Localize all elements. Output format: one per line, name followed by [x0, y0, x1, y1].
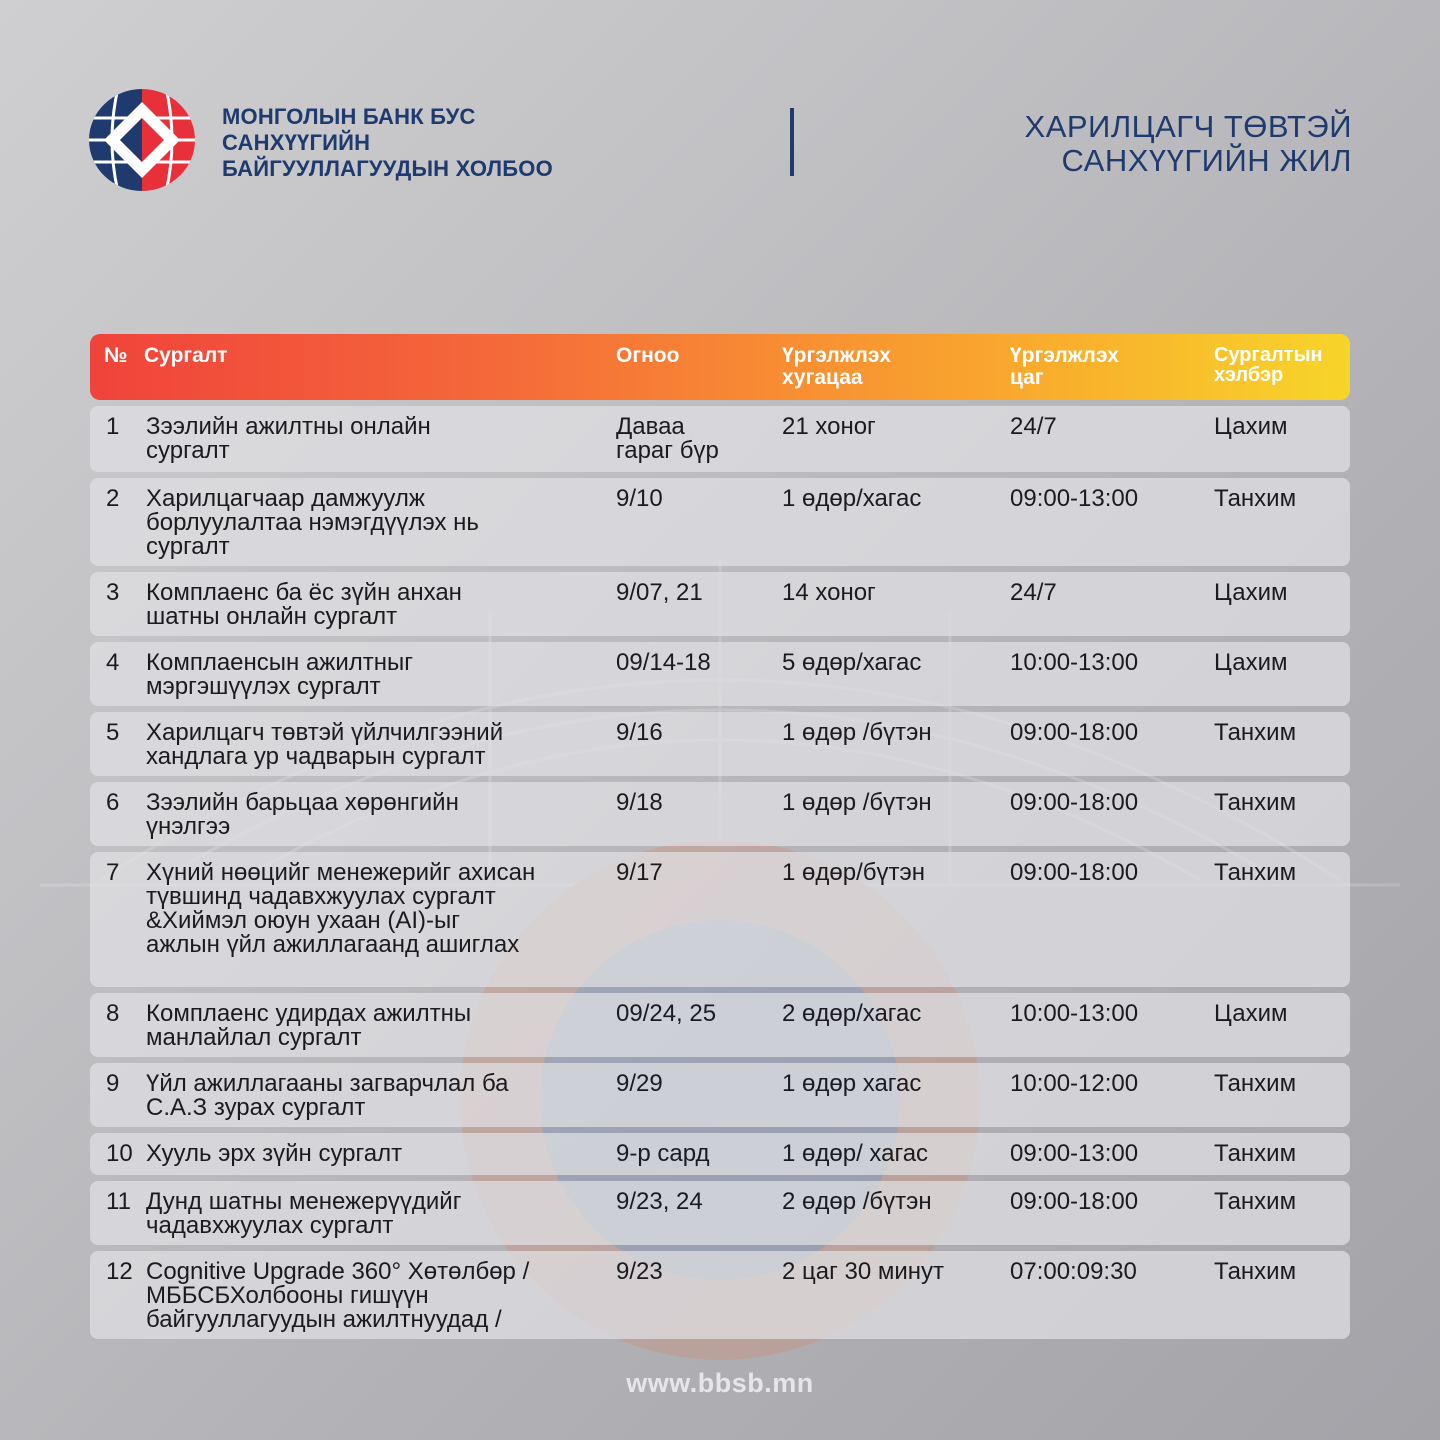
training-date: 9/17: [616, 859, 663, 886]
table-row: [90, 572, 1350, 636]
training-name: Харилцагч төвтэй үйлчилгээний хандлага ур чадварын сургалт: [146, 719, 504, 770]
training-time: 10:00-12:00: [1010, 1070, 1139, 1097]
table-row: [90, 852, 1350, 987]
training-time: 24/7: [1010, 413, 1057, 440]
training-date: 09/14-18: [616, 649, 711, 676]
header-divider: [790, 108, 794, 176]
training-duration: 5 өдөр/хагас: [782, 649, 922, 676]
training-format: Цахим: [1214, 649, 1288, 676]
table-header: [90, 334, 1350, 400]
training-duration: 2 өдөр/хагас: [782, 1000, 922, 1027]
training-time: 09:00-18:00: [1010, 1188, 1139, 1215]
training-format: Танхим: [1214, 789, 1297, 816]
training-time: 09:00-18:00: [1010, 789, 1139, 816]
training-date: 9/07, 21: [616, 579, 703, 606]
table-row: [90, 993, 1350, 1057]
table-row: [90, 1251, 1350, 1339]
bbsb-globe-logo-icon: [88, 88, 196, 192]
training-duration: 14 хоног: [782, 579, 876, 606]
training-schedule-table: [90, 334, 1350, 1339]
training-format: Цахим: [1214, 1000, 1288, 1027]
training-name: Комплаенс ба ёс зүйн анхан шатны онлайн сургалт: [146, 579, 462, 630]
training-name: Комплаенсын ажилтныг мэргэшүүлэх сургалт: [146, 649, 414, 700]
column-header-training: Сургалт: [144, 344, 228, 367]
training-time: 09:00-13:00: [1010, 1140, 1139, 1167]
row-number: 10: [106, 1140, 133, 1167]
column-header-format: [1214, 345, 1323, 385]
row-number: 12: [106, 1258, 133, 1285]
training-name: Хууль эрх зүйн сургалт: [146, 1140, 403, 1167]
column-header-format-line-1: Сургалтын: [1214, 344, 1323, 366]
column-header-time-line-2: цаг: [1010, 366, 1044, 389]
column-header-time: [1010, 345, 1119, 389]
org-name-line-2: САНХҮҮГИЙН: [222, 130, 371, 155]
column-header-duration-line-2: хугацаа: [782, 366, 863, 389]
training-time: 09:00-18:00: [1010, 719, 1139, 746]
training-date: 9/23: [616, 1258, 663, 1285]
table-row: [90, 406, 1350, 472]
row-number: 3: [106, 579, 120, 606]
training-name: Cognitive Upgrade 360° Хөтөлбөр /МББСБХолбооны гишүүн байгууллагуудын ажилтнуудад /: [146, 1258, 530, 1333]
training-time: 07:00:09:30: [1010, 1258, 1137, 1285]
column-header-number: №: [104, 344, 128, 367]
org-name-line-1: МОНГОЛЫН БАНК БУС: [222, 104, 476, 129]
training-duration: 1 өдөр хагас: [782, 1070, 922, 1097]
column-header-duration: [782, 345, 992, 389]
website-url: www.bbsb.mn: [626, 1368, 814, 1398]
table-row: [90, 1181, 1350, 1245]
table-row: [90, 642, 1350, 706]
training-time: 09:00-13:00: [1010, 485, 1139, 512]
column-header-format-line-2: хэлбэр: [1214, 364, 1284, 386]
training-date: 9-р сард: [616, 1140, 710, 1167]
slogan-line-1: ХАРИЛЦАГЧ ТӨВТЭЙ: [1024, 109, 1352, 144]
training-duration: 2 өдөр /бүтэн: [782, 1188, 932, 1215]
training-date: 9/18: [616, 789, 663, 816]
training-name: Үйл ажиллагааны загварчлал ба С.А.З зурах сургалт: [146, 1070, 509, 1121]
training-time: 24/7: [1010, 579, 1057, 606]
training-name: Комплаенс удирдах ажилтны манлайлал сургалт: [146, 1000, 472, 1051]
training-duration: 21 хоног: [782, 413, 876, 440]
training-date: Даваа гараг бүр: [616, 413, 719, 464]
training-name: Зээлийн барьцаа хөрөнгийн үнэлгээ: [146, 789, 459, 840]
table-row: [90, 712, 1350, 776]
column-header-date: Огноо: [616, 344, 680, 367]
training-duration: 1 өдөр/хагас: [782, 485, 922, 512]
org-name-line-3: БАЙГУУЛЛАГУУДЫН ХОЛБОО: [222, 156, 553, 181]
training-duration: 1 өдөр/ хагас: [782, 1140, 929, 1167]
training-date: 9/23, 24: [616, 1188, 703, 1215]
training-format: Танхим: [1214, 859, 1297, 886]
training-format: Танхим: [1214, 485, 1297, 512]
column-header-time-line-1: Үргэлжлэх: [1010, 344, 1119, 367]
slogan-line-2: САНХҮҮГИЙН ЖИЛ: [1061, 143, 1352, 178]
training-format: Цахим: [1214, 579, 1288, 606]
slogan: [1025, 110, 1352, 178]
training-date: 09/24, 25: [616, 1000, 717, 1027]
row-number: 7: [106, 859, 120, 886]
column-header-duration-line-1: Үргэлжлэх: [782, 344, 891, 367]
training-time: 10:00-13:00: [1010, 1000, 1139, 1027]
row-number: 2: [106, 485, 120, 512]
training-name: Зээлийн ажилтны онлайн сургалт: [146, 413, 431, 464]
row-number: 9: [106, 1070, 120, 1097]
row-number: 1: [106, 413, 120, 440]
table-row: [90, 782, 1350, 846]
training-format: Танхим: [1214, 1140, 1297, 1167]
training-name: Дунд шатны менежерүүдийг чадавхжуулах сургалт: [146, 1188, 462, 1239]
training-date: 9/29: [616, 1070, 663, 1097]
row-number: 5: [106, 719, 120, 746]
training-format: Танхим: [1214, 719, 1297, 746]
training-date: 9/16: [616, 719, 663, 746]
organization-name: [222, 104, 553, 182]
training-format: Цахим: [1214, 413, 1288, 440]
row-number: 4: [106, 649, 120, 676]
training-name: Харилцагчаар дамжуулж борлуулалтаа нэмэгдүүлэх нь сургалт: [146, 485, 479, 560]
training-time: 09:00-18:00: [1010, 859, 1139, 886]
training-time: 10:00-13:00: [1010, 649, 1139, 676]
row-number: 6: [106, 789, 120, 816]
training-format: Танхим: [1214, 1258, 1297, 1285]
table-row: [90, 1063, 1350, 1127]
training-date: 9/10: [616, 485, 663, 512]
row-number: 11: [106, 1188, 131, 1215]
row-number: 8: [106, 1000, 120, 1027]
table-row: [90, 1133, 1350, 1175]
training-duration: 2 цаг 30 минут: [782, 1258, 945, 1285]
training-format: Танхим: [1214, 1188, 1297, 1215]
training-format: Танхим: [1214, 1070, 1297, 1097]
training-duration: 1 өдөр /бүтэн: [782, 789, 932, 816]
training-duration: 1 өдөр /бүтэн: [782, 719, 932, 746]
table-row: [90, 478, 1350, 566]
training-duration: 1 өдөр/бүтэн: [782, 859, 925, 886]
training-name: Хүний нөөцийг менежерийг ахисан түвшинд чадавхжуулах сургалт &Хиймэл оюун ухаан (AI)-ыг ажлын үйл ажиллагаанд ашиглах: [146, 859, 536, 958]
